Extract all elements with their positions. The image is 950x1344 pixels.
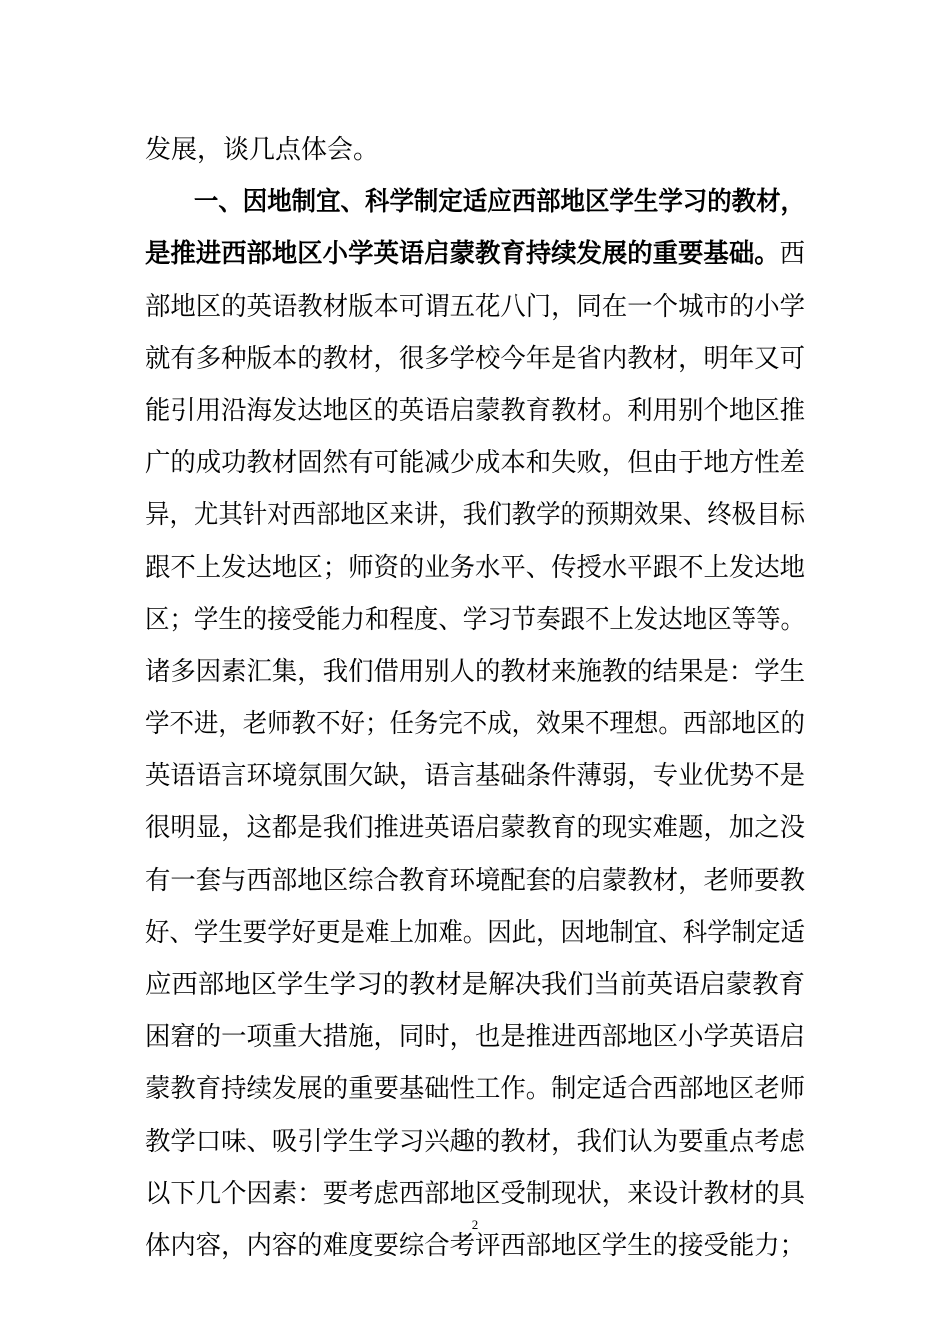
text-line-content bbox=[145, 698, 805, 750]
body-text-run: 蒙教育持续发展的重要基础性工作。制定适合西部地区老师 bbox=[145, 1074, 805, 1105]
text-line bbox=[145, 698, 805, 750]
text-line bbox=[145, 802, 805, 854]
text-line bbox=[145, 333, 805, 385]
text-line-content bbox=[145, 124, 379, 176]
body-text-run: 英语语言环境氛围欠缺，语言基础条件薄弱，专业优势不是 bbox=[145, 761, 805, 792]
text-line-content bbox=[145, 1063, 805, 1115]
body-text bbox=[145, 124, 805, 1272]
text-line bbox=[145, 176, 805, 228]
body-text-run: 广的成功教材固然有可能减少成本和失败，但由于地方性差 bbox=[145, 448, 805, 479]
body-text-run: 学不进，老师教不好；任务完不成，效果不理想。西部地区的 bbox=[145, 709, 805, 740]
body-text-run: 很明显，这都是我们推进英语启蒙教育的现实难题，加之没 bbox=[145, 813, 805, 844]
body-text-run: 体内容，内容的难度要综合考评西部地区学生的接受能力； bbox=[145, 1230, 805, 1261]
body-text-run: 部地区的英语教材版本可谓五花八门，同在一个城市的小学 bbox=[145, 291, 805, 322]
body-text-run: 教学口味、吸引学生学习兴趣的教材，我们认为要重点考虑 bbox=[145, 1126, 805, 1157]
text-line-content bbox=[145, 646, 805, 698]
body-text-run: 西 bbox=[779, 239, 805, 270]
heading-text: 是推进西部地区小学英语启蒙教育持续发展的重要基础。 bbox=[145, 239, 780, 270]
body-text-run: 以下几个因素：要考虑西部地区受制现状，来设计教材的具 bbox=[145, 1178, 805, 1209]
text-line-content bbox=[145, 1011, 805, 1063]
body-text-run: 区；学生的接受能力和程度、学习节奏跟不上发达地区等等。 bbox=[145, 604, 805, 635]
text-line-content bbox=[145, 1116, 805, 1168]
text-line-content bbox=[145, 228, 805, 280]
text-line-content bbox=[145, 437, 805, 489]
text-line-content bbox=[145, 281, 805, 333]
text-line-content bbox=[145, 1168, 805, 1220]
text-line bbox=[145, 228, 805, 280]
text-line bbox=[145, 437, 805, 489]
text-line bbox=[145, 1116, 805, 1168]
text-line-content bbox=[145, 907, 805, 959]
text-line bbox=[145, 646, 805, 698]
body-text-run: 能引用沿海发达地区的英语启蒙教育教材。利用别个地区推 bbox=[145, 395, 805, 426]
text-line bbox=[145, 542, 805, 594]
text-line-content bbox=[145, 385, 805, 437]
text-line bbox=[145, 489, 805, 541]
text-line bbox=[145, 1168, 805, 1220]
body-text-run: 跟不上发达地区；师资的业务水平、传授水平跟不上发达地 bbox=[145, 552, 805, 583]
text-line-content bbox=[145, 542, 805, 594]
body-text-run: 有一套与西部地区综合教育环境配套的启蒙教材，老师要教 bbox=[145, 865, 805, 896]
text-line bbox=[145, 855, 805, 907]
text-line bbox=[145, 385, 805, 437]
text-line-content bbox=[145, 750, 805, 802]
text-line bbox=[145, 124, 805, 176]
body-text-run: 异，尤其针对西部地区来讲，我们教学的预期效果、终极目标 bbox=[145, 500, 805, 531]
text-line-content bbox=[145, 802, 805, 854]
body-text-run: 好、学生要学好更是难上加难。因此，因地制宜、科学制定适 bbox=[145, 917, 805, 948]
body-text-run: 发展，谈几点体会。 bbox=[145, 135, 380, 165]
body-text-run: 就有多种版本的教材，很多学校今年是省内教材，明年又可 bbox=[145, 343, 805, 374]
text-line-content bbox=[145, 333, 805, 385]
text-line bbox=[145, 959, 805, 1011]
page-number: 2 bbox=[471, 1217, 479, 1232]
text-line bbox=[145, 281, 805, 333]
text-line bbox=[145, 1011, 805, 1063]
text-line-content bbox=[145, 855, 805, 907]
body-text-run: 应西部地区学生学习的教材是解决我们当前英语启蒙教育 bbox=[145, 970, 805, 1000]
text-line-content bbox=[145, 594, 805, 646]
text-line-content bbox=[145, 959, 805, 1011]
text-line bbox=[145, 594, 805, 646]
body-text-run: 诸多因素汇集，我们借用别人的教材来施教的结果是：学生 bbox=[145, 656, 805, 687]
body-text-run: 困窘的一项重大措施，同时，也是推进西部地区小学英语启 bbox=[145, 1022, 805, 1053]
text-line bbox=[145, 1063, 805, 1115]
text-line-content bbox=[145, 176, 805, 228]
heading-text: 一、因地制宜、科学制定适应西部地区学生学习的教材， bbox=[145, 187, 805, 218]
text-line bbox=[145, 907, 805, 959]
text-line bbox=[145, 750, 805, 802]
text-line-content bbox=[145, 489, 805, 541]
